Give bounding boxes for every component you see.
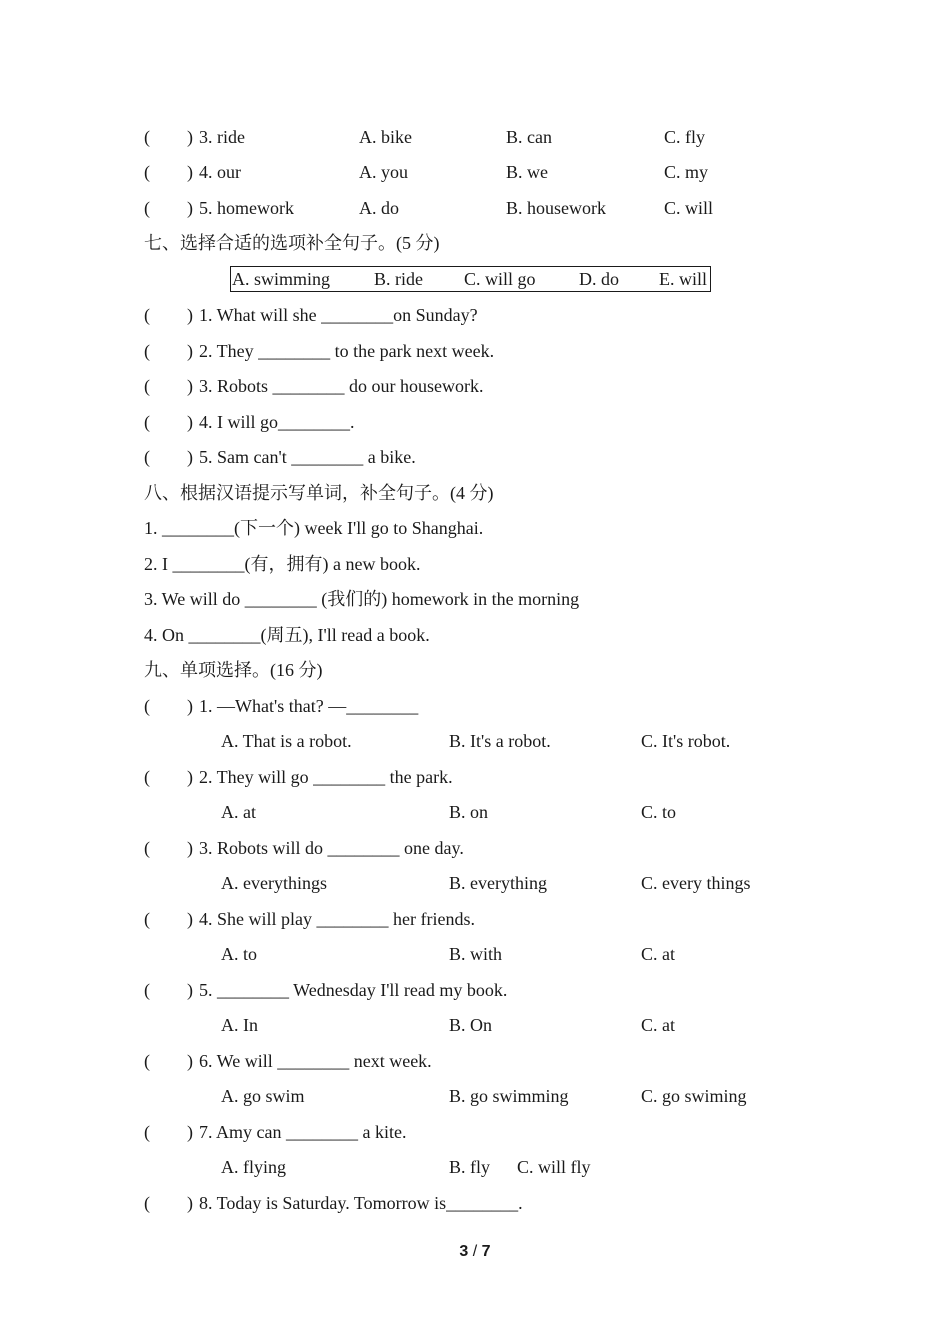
option-c: C. at (641, 1015, 675, 1035)
answer-paren-right: ) (187, 909, 193, 929)
answer-paren-right: ) (187, 162, 193, 182)
option-a: A. bike (359, 127, 412, 147)
word-bank-option: B. ride (374, 269, 423, 289)
answer-paren-left: ( (144, 838, 150, 858)
page-separator: / (472, 1243, 478, 1260)
answer-paren-right: ) (187, 305, 193, 325)
answer-paren-left: ( (144, 412, 150, 432)
answer-paren-left: ( (144, 341, 150, 361)
option-b: B. we (506, 162, 548, 182)
answer-paren-right: ) (187, 447, 193, 467)
question-text: 8. Today is Saturday. Tomorrow is________. (199, 1193, 523, 1213)
answer-paren-right: ) (187, 838, 193, 858)
question-text: 2. They ________ to the park next week. (199, 341, 495, 361)
option-c: C. It's robot. (641, 731, 731, 751)
word-bank-option: C. will go (464, 269, 536, 289)
question-text: 1. —What's that? —________ (199, 696, 419, 716)
question-text: 5. ________ Wednesday I'll read my book. (199, 980, 508, 1000)
total-pages: 7 (481, 1243, 491, 1260)
page-number (0, 1243, 950, 1261)
answer-paren-right: ) (187, 980, 193, 1000)
option-a: A. flying (221, 1157, 286, 1177)
answer-paren-left: ( (144, 767, 150, 787)
answer-paren-right: ) (187, 376, 193, 396)
question-text: 3. Robots will do ________ one day. (199, 838, 464, 858)
answer-paren-left: ( (144, 305, 150, 325)
option-b: B. housework (506, 198, 606, 218)
option-b: B. go swimming (449, 1086, 569, 1106)
answer-paren-right: ) (187, 1122, 193, 1142)
question-text: 5. Sam can't ________ a bike. (199, 447, 416, 467)
s6-item-word: 3. ride (199, 127, 245, 147)
answer-paren-right: ) (187, 696, 193, 716)
answer-paren-right: ) (187, 198, 193, 218)
option-c: C. my (664, 162, 709, 182)
answer-paren-left: ( (144, 198, 150, 218)
answer-paren-left: ( (144, 1051, 150, 1071)
s6-item-word: 5. homework (199, 198, 294, 218)
option-b: B. fly (449, 1157, 491, 1177)
worksheet-page: ( ) 3. ride A. bike B. can C. fly ( ) 4. our A. you B. we C. my ( ) 5. homework A. do B. housework C. will 七、选择合适的选项补全句子。(5 分) A. swimming B. ride C. will go D. do E. will ( ) 1. What will she ________on Sunday? ( ) 2. They ________ to the park next week. ( ) 3. Robots ________ do our housework. ( ) 4. I will go________. ( ) 5. Sam can't ________ a bike. 八、根据汉语提示写单词，补全句子。(4 分) 1. ________(下一个) week I'll go to Shanghai. 2. I ________(有，拥有) a new book. 3. We will do ________ (我们的) homework in the morning 4. On ________(周五), I'll read a book. 九、单项选择。(16 分) ( ) 1. —What's that? —________ A. That is a robot. B. It's a robot. C. It's robot. ( ) 2. They will go ________ the park. A. at B. on C. to ( ) 3. Robots will do ________ one day. A. everythings B. everything C. every things ( ) 4. She will play ________ her friends. A. to B. with C. at ( ) 5. ________ Wednesday I'll read my book. A. In B. On C. at ( ) 6. We will ________ next week. A. go swim B. go swimming C. go swiming ( ) 7. Amy can ________ a kite. A. flying B. fly C. will fly ( ) 8. Today is Saturday. Tomorrow is________. 3 / 7 (0, 0, 950, 1344)
s6-item-word: 4. our (199, 162, 241, 182)
answer-paren-left: ( (144, 1122, 150, 1142)
question-text: 7. Amy can ________ a kite. (199, 1122, 407, 1142)
answer-paren-left: ( (144, 696, 150, 716)
answer-paren-left: ( (144, 127, 150, 147)
answer-paren-right: ) (187, 341, 193, 361)
option-a: A. do (359, 198, 399, 218)
question-text: 2. They will go ________ the park. (199, 767, 453, 787)
answer-paren-left: ( (144, 909, 150, 929)
word-bank-option: E. will (659, 269, 707, 289)
option-a: A. go swim (221, 1086, 305, 1106)
option-a: A. everythings (221, 873, 327, 893)
answer-paren-right: ) (187, 1193, 193, 1213)
option-c: C. will (664, 198, 714, 218)
option-a: A. That is a robot. (221, 731, 352, 751)
answer-paren-left: ( (144, 1193, 150, 1213)
answer-paren-left: ( (144, 447, 150, 467)
word-bank (230, 266, 711, 292)
question-text: 4. I will go________. (199, 412, 355, 432)
question-text: 1. What will she ________on Sunday? (199, 305, 478, 325)
option-a: A. at (221, 802, 256, 822)
current-page: 3 (459, 1243, 469, 1260)
option-b: B. can (506, 127, 552, 147)
option-a: A. to (221, 944, 257, 964)
option-c: C. at (641, 944, 675, 964)
option-b: B. On (449, 1015, 493, 1035)
answer-paren-right: ) (187, 767, 193, 787)
option-b: B. with (449, 944, 503, 964)
question-text: 4. She will play ________ her friends. (199, 909, 475, 929)
option-c: C. fly (664, 127, 706, 147)
option-c: C. every things (641, 873, 751, 893)
answer-paren-right: ) (187, 127, 193, 147)
answer-paren-left: ( (144, 162, 150, 182)
answer-paren-left: ( (144, 376, 150, 396)
option-b: B. on (449, 802, 489, 822)
option-b: B. everything (449, 873, 547, 893)
question-text: 3. Robots ________ do our housework. (199, 376, 484, 396)
option-a: A. you (359, 162, 408, 182)
answer-paren-left: ( (144, 980, 150, 1000)
option-b: B. It's a robot. (449, 731, 551, 751)
word-bank-option: D. do (579, 269, 619, 289)
word-bank-option: A. swimming (232, 269, 331, 289)
option-c: C. will fly (517, 1157, 591, 1177)
option-c: C. to (641, 802, 677, 822)
option-a: A. In (221, 1015, 258, 1035)
answer-paren-right: ) (187, 1051, 193, 1071)
option-c: C. go swiming (641, 1086, 747, 1106)
answer-paren-right: ) (187, 412, 193, 432)
question-text: 6. We will ________ next week. (199, 1051, 432, 1071)
